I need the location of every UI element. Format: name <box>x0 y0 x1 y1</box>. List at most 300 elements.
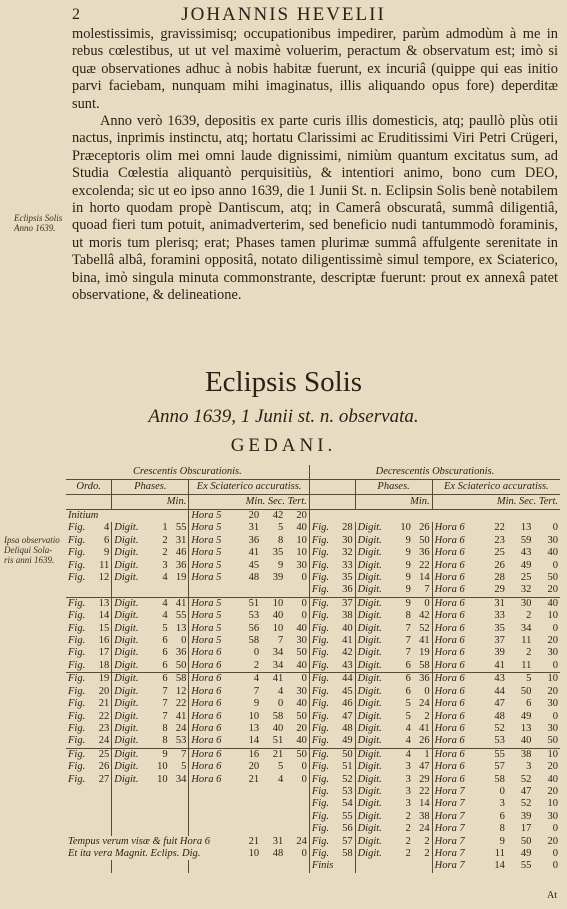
table-cell: 59 <box>520 534 532 546</box>
table-cell: 13 <box>520 522 532 534</box>
table-cell: 43 <box>520 547 532 559</box>
table-cell <box>66 584 93 597</box>
table-row <box>66 547 560 559</box>
table-cell: 6 <box>526 698 532 710</box>
table-cell: 56 <box>336 823 355 835</box>
table-cell: 21 <box>261 748 285 761</box>
table-cell: 12 <box>93 572 112 584</box>
table-cell: Fig. <box>68 534 86 546</box>
table-cell: 41 <box>170 597 189 610</box>
table-cell: Hora 5 <box>191 510 222 521</box>
table-cell: 24 <box>413 823 432 835</box>
group-header-crescent: Crescentis Obscurationis. <box>66 465 309 480</box>
table-cell: Fig. <box>309 673 336 686</box>
table-cell: 9 <box>499 835 505 847</box>
table-cell <box>189 823 237 835</box>
table-cell: 47 <box>336 711 355 723</box>
table-cell: 26 <box>413 735 432 748</box>
table-cell: 50 <box>285 748 309 761</box>
table-cell: 35 <box>272 547 284 559</box>
table-cell: Fig. <box>68 647 86 659</box>
table-cell: 2 <box>526 610 532 622</box>
table-cell: 0 <box>552 823 558 835</box>
table-cell: 10 <box>272 622 284 634</box>
table-cell: Fig. <box>309 597 336 610</box>
table-cell <box>112 786 151 798</box>
table-cell: Fig. <box>311 722 330 734</box>
table-cell <box>261 823 285 835</box>
table-cell: Hora 6 <box>434 735 465 747</box>
table-cell: 49 <box>520 559 532 571</box>
table-cell: 0 <box>413 686 432 698</box>
table-cell <box>93 786 112 798</box>
table-cell: 0 <box>552 659 558 671</box>
table-cell: Hora 7 <box>434 847 465 859</box>
table-cell: 0 <box>552 559 558 571</box>
table-cell: 6 <box>93 535 112 547</box>
table-cell <box>261 584 285 597</box>
table-cell: Fig. <box>68 572 86 584</box>
table-cell: 20 <box>547 635 558 647</box>
table-cell: Fig. <box>68 635 86 647</box>
table-cell: 58 <box>248 635 260 647</box>
col-header-blank <box>309 480 355 495</box>
table-cell: 8 <box>499 823 505 835</box>
table-cell <box>170 786 189 798</box>
table-row <box>66 572 560 584</box>
table-cell: Digit. <box>114 710 139 722</box>
table-cell: Digit. <box>357 785 382 797</box>
table-cell: 7 <box>162 710 168 722</box>
table-cell: 24 <box>413 698 432 710</box>
table-cell <box>355 510 394 523</box>
table-cell: Digit. <box>357 610 382 622</box>
table-cell: Digit. <box>357 722 382 734</box>
table-cell <box>507 510 534 523</box>
table-cell <box>237 786 261 798</box>
table-row <box>66 848 560 860</box>
table-cell: Hora 6 <box>191 735 222 747</box>
table-cell: 7 <box>253 685 260 697</box>
table-cell: 52 <box>413 623 432 635</box>
table-cell: Digit. <box>357 810 382 822</box>
table-cell: 4 <box>150 597 169 610</box>
table-cell: Hora 6 <box>191 698 222 710</box>
table-row <box>66 635 560 647</box>
table-cell: 30 <box>547 722 558 734</box>
col-header-ordo: Ordo. <box>66 480 112 495</box>
table-cell <box>112 584 151 597</box>
summary-value: 21 <box>248 835 260 847</box>
summary-value: 0 <box>285 848 309 860</box>
table-cell <box>150 786 169 798</box>
table-cell: 1 <box>162 522 168 534</box>
table-cell: Fig. <box>68 761 86 773</box>
table-cell <box>66 860 93 872</box>
table-cell: Fig. <box>311 635 330 647</box>
table-cell <box>285 860 309 872</box>
body-text <box>72 26 558 305</box>
table-cell <box>394 860 413 872</box>
table-cell: 20 <box>547 685 558 697</box>
table-row <box>66 522 560 534</box>
table-cell <box>261 786 285 798</box>
table-cell: 0 <box>552 710 558 722</box>
table-cell: 52 <box>520 773 532 785</box>
table-cell: 24 <box>93 735 112 748</box>
table-cell: 20 <box>285 723 309 735</box>
table-cell: Digit. <box>114 761 139 773</box>
table-cell: 0 <box>552 847 558 859</box>
table-cell: 9 <box>93 547 112 559</box>
table-cell: 26 <box>93 761 112 773</box>
sub-header-min-2: Min. <box>355 495 432 510</box>
table-cell: 9 <box>150 748 169 761</box>
table-cell: 40 <box>285 623 309 635</box>
table-cell: 30 <box>547 534 558 546</box>
table-cell: 2 <box>413 711 432 723</box>
table-cell: 4 <box>162 610 168 622</box>
summary-value: 31 <box>272 835 284 847</box>
table-cell: 55 <box>336 811 355 823</box>
table-cell: Digit. <box>112 597 151 610</box>
table-cell: Fig. <box>66 673 93 686</box>
table-cell: 46 <box>336 698 355 710</box>
table-cell <box>112 860 151 872</box>
table-cell: Digit. <box>357 761 382 773</box>
table-cell: Digit. <box>357 773 382 785</box>
table-cell: 13 <box>170 623 189 635</box>
table-cell: 50 <box>520 685 532 697</box>
table-cell: 22 <box>494 522 505 534</box>
table-cell: Digit. <box>357 735 382 747</box>
table-cell: Fig. <box>311 522 330 534</box>
table-cell: 10 <box>533 748 560 761</box>
table-cell: Fig. <box>66 748 93 761</box>
table-cell: 50 <box>520 835 532 847</box>
table-cell <box>93 798 112 810</box>
table-cell: 30 <box>507 597 534 610</box>
table-cell: Hora 6 <box>434 722 465 734</box>
table-cell: 41 <box>336 635 355 647</box>
table-cell: Hora 6 <box>434 584 465 596</box>
table-cell: 15 <box>93 623 112 635</box>
table-cell: 30 <box>547 647 558 659</box>
table-row <box>66 660 560 673</box>
table-cell: 22 <box>170 698 189 710</box>
table-row <box>66 623 560 635</box>
table-cell: 20 <box>547 835 558 847</box>
table-cell: 28 <box>336 522 355 534</box>
table-cell: Digit. <box>357 584 382 596</box>
initium-row <box>66 510 560 523</box>
table-cell <box>66 811 93 823</box>
table-cell: 9 <box>394 597 413 610</box>
table-cell: 30 <box>547 698 558 710</box>
table-cell: Hora 7 <box>434 823 465 835</box>
table-cell: 56 <box>248 622 260 634</box>
table-cell: Hora 6 <box>189 748 237 761</box>
table-cell: Digit. <box>114 635 139 647</box>
table-cell <box>112 798 151 810</box>
table-row <box>66 811 560 823</box>
table-cell: Fig. <box>68 722 86 734</box>
table-cell: 42 <box>413 610 432 622</box>
table-cell: Fig. <box>311 647 330 659</box>
table-cell: 9 <box>405 584 411 596</box>
table-cell <box>285 786 309 798</box>
table-cell: 57 <box>494 761 505 773</box>
table-cell: 35 <box>494 622 505 634</box>
table-cell: Digit. <box>357 647 382 659</box>
table-cell: Fig. <box>311 534 330 546</box>
table-cell: Hora 6 <box>434 635 465 647</box>
table-cell <box>93 811 112 823</box>
table-cell: Digit. <box>114 659 139 671</box>
table-cell: Fig. <box>311 622 330 634</box>
table-cell: 45 <box>248 559 260 571</box>
table-cell: 3 <box>405 761 411 773</box>
table-cell: Digit. <box>357 635 382 647</box>
table-cell: 9 <box>253 698 260 710</box>
table-row <box>66 535 560 547</box>
table-cell: Digit. <box>114 647 139 659</box>
table-cell: 3 <box>162 559 168 571</box>
table-cell: 13 <box>93 597 112 610</box>
table-cell: 57 <box>336 836 355 848</box>
table-cell: 8 <box>277 534 284 546</box>
table-cell: 16 <box>93 635 112 647</box>
table-cell: 3 <box>405 785 411 797</box>
table-cell: 41 <box>170 711 189 723</box>
table-row <box>66 698 560 710</box>
table-cell: Fig. <box>309 748 336 761</box>
table-cell: 40 <box>285 698 309 710</box>
table-cell: 4 <box>237 673 261 686</box>
table-cell: 18 <box>93 660 112 673</box>
table-cell: 41 <box>413 635 432 647</box>
table-cell: 10 <box>261 597 285 610</box>
table-cell: Fig. <box>68 522 86 534</box>
table-cell: 36 <box>336 584 355 597</box>
table-cell: 6 <box>405 659 411 671</box>
table-cell: 2 <box>405 835 411 847</box>
table-cell: 0 <box>499 785 505 797</box>
table-cell: 0 <box>285 572 309 584</box>
paragraph-2: Anno verò 1639, depositis ex parte curis illis domesticis, atq; paullò plùs otii nactus, inprimis instinctu, atq; hortatu Clarissimi ac Eruditissimi Viri Petri Crügeri, Præceptoris olim mei omni laude dignissimi, nimiùm quantum excitatus sum, ad Studia Cœlestia aliquantò perquisitiùs, & intentiori animo, bono cum DEO, excolenda; sic ut eo ipso anno 1639, die 1 Junii St. n. Eclipsin Solis benè notabilem in horto quodam propè Dantiscum, atq; in Camerâ obscuratâ, summâ diligentiâ, quoad fieri tum potuit, animadverterim, sed beneficio nudi tantummodò foraminis, ut moris tum plerisq; erat; Phases tamen plurimæ summâ affulgente serenitate in Tabellâ albâ, foramini oppositâ, notato diligentissimè simul tempore, ex Sciaterico, bina, imò singula minuta commonstrante, descriptæ fuerunt: prout ex annexâ patet observatione, & delineatione. <box>72 113 558 304</box>
table-cell: 40 <box>547 547 558 559</box>
page-header <box>0 4 567 26</box>
table-cell: Hora 5 <box>191 622 222 634</box>
table-cell: Digit. <box>114 722 139 734</box>
table-cell <box>150 811 169 823</box>
table-cell: Fig. <box>311 572 330 584</box>
table-row <box>66 860 560 872</box>
table-cell: 30 <box>285 635 309 647</box>
table-row <box>66 673 560 686</box>
table-cell: 36 <box>248 534 260 546</box>
table-cell <box>189 786 237 798</box>
column-header-row <box>66 480 560 495</box>
table-cell: 12 <box>170 686 189 698</box>
table-cell: 42 <box>336 647 355 659</box>
sub-header-min-sec-tert-2: Min. Sec. Tert. <box>432 495 560 510</box>
table-cell: 10 <box>157 773 168 785</box>
table-cell: 5 <box>405 698 411 710</box>
table-cell: 29 <box>413 774 432 786</box>
table-row <box>66 597 560 610</box>
table-cell: Digit. <box>357 559 382 571</box>
table-cell: 31 <box>480 597 507 610</box>
table-cell: Hora 6 <box>432 597 480 610</box>
table-cell: 48 <box>336 723 355 735</box>
table-cell: 30 <box>547 810 558 822</box>
table-cell: 4 <box>277 773 284 785</box>
table-row <box>66 786 560 798</box>
table-cell: 58 <box>336 848 355 860</box>
table-cell <box>285 811 309 823</box>
table-cell <box>261 811 285 823</box>
table-cell: Hora 5 <box>191 534 222 546</box>
table-cell: 33 <box>336 560 355 572</box>
table-cell <box>112 811 151 823</box>
table-row <box>66 560 560 572</box>
table-cell: Hora 7 <box>434 798 465 810</box>
table-cell: 9 <box>277 559 284 571</box>
table-cell: 34 <box>272 647 284 659</box>
table-row <box>66 686 560 698</box>
table-cell: 30 <box>336 535 355 547</box>
table-cell: 20 <box>285 510 309 523</box>
table-cell: 13 <box>520 722 532 734</box>
table-cell: Fig. <box>311 735 330 747</box>
table-cell: Fig. <box>311 847 330 859</box>
table-cell <box>150 798 169 810</box>
table-cell: Digit. <box>357 547 382 559</box>
table-cell: Digit. <box>114 534 139 546</box>
table-cell <box>150 823 169 835</box>
table-cell: 14 <box>413 572 432 584</box>
table-cell: 47 <box>413 761 432 773</box>
summary-value: 48 <box>272 847 284 859</box>
table-cell: 49 <box>336 735 355 748</box>
table-cell <box>285 584 309 597</box>
table-cell <box>170 798 189 810</box>
table-cell: Fig. <box>311 761 330 773</box>
table-cell: 2 <box>413 836 432 848</box>
table-cell: Fig. <box>68 610 86 622</box>
table-cell: 24 <box>170 723 189 735</box>
table-row <box>66 723 560 735</box>
table-cell: Hora 6 <box>434 659 465 671</box>
table-cell: 38 <box>507 748 534 761</box>
table-cell: 26 <box>494 559 505 571</box>
table-cell <box>413 510 432 523</box>
table-cell: 40 <box>272 610 284 622</box>
table-cell: Hora 6 <box>432 748 480 761</box>
table-cell: 28 <box>494 572 505 584</box>
table-cell: Hora 6 <box>191 659 222 671</box>
table-cell: 53 <box>494 735 505 747</box>
table-row <box>66 584 560 597</box>
table-cell: Digit. <box>357 798 382 810</box>
table-cell: 20 <box>93 686 112 698</box>
table-cell: 14 <box>494 860 505 872</box>
table-cell: Hora 6 <box>434 622 465 634</box>
table-cell: Digit. <box>357 710 382 722</box>
table-cell: 2 <box>405 810 411 822</box>
table-cell: Digit. <box>355 673 394 686</box>
table-cell: Hora 5 <box>189 597 237 610</box>
table-row <box>66 748 560 761</box>
section-subtitle: Anno 1639, 1 Junii st. n. observata. <box>148 406 419 427</box>
table-cell <box>261 798 285 810</box>
table-cell: 38 <box>336 610 355 622</box>
table-cell: Digit. <box>357 659 382 671</box>
table-cell: 9 <box>405 547 411 559</box>
table-cell <box>285 823 309 835</box>
table-cell: Fig. <box>311 785 330 797</box>
table-cell: 3 <box>499 798 505 810</box>
table-cell: Hora 6 <box>434 572 465 584</box>
table-cell: Hora 5 <box>191 635 222 647</box>
table-cell: 26 <box>413 522 432 534</box>
table-cell: 23 <box>93 723 112 735</box>
table-cell: 43 <box>336 660 355 673</box>
table-cell: 40 <box>533 597 560 610</box>
table-cell: Digit. <box>357 847 382 859</box>
table-cell: Digit. <box>357 835 382 847</box>
table-cell: Hora 6 <box>434 773 465 785</box>
table-cell <box>237 823 261 835</box>
table-cell: Fig. <box>311 584 330 596</box>
table-cell: 0 <box>552 622 558 634</box>
table-cell: 6 <box>150 673 169 686</box>
table-cell: Digit. <box>357 522 382 534</box>
table-cell: Digit. <box>114 735 139 747</box>
table-row <box>66 836 560 848</box>
table-cell: 10 <box>285 535 309 547</box>
table-cell <box>189 798 237 810</box>
table-cell: 36 <box>413 547 432 559</box>
table-cell: 23 <box>494 534 505 546</box>
table-cell: Digit. <box>357 534 382 546</box>
group-header-row <box>66 465 560 480</box>
table-cell: 16 <box>237 748 261 761</box>
table-cell: 10 <box>400 522 411 534</box>
col-header-phases-2: Phases. <box>355 480 432 495</box>
table-cell: 4 <box>93 522 112 534</box>
table-cell <box>309 510 336 523</box>
table-cell: 30 <box>285 686 309 698</box>
page-number: 2 <box>72 6 80 23</box>
table-cell: 5 <box>170 761 189 773</box>
table-cell: 0 <box>552 522 558 534</box>
table-cell: Digit. <box>357 698 382 710</box>
table-cell: Digit. <box>114 685 139 697</box>
table-cell: 7 <box>405 647 411 659</box>
table-cell: 14 <box>248 735 260 747</box>
table-cell: 34 <box>520 622 532 634</box>
table-cell: 17 <box>520 823 532 835</box>
table-cell: 53 <box>248 610 260 622</box>
table-cell: 51 <box>237 597 261 610</box>
table-cell: 19 <box>93 673 112 686</box>
table-cell: 2 <box>413 848 432 860</box>
table-cell: Hora 6 <box>434 710 465 722</box>
table-row <box>66 711 560 723</box>
table-cell: 25 <box>93 748 112 761</box>
